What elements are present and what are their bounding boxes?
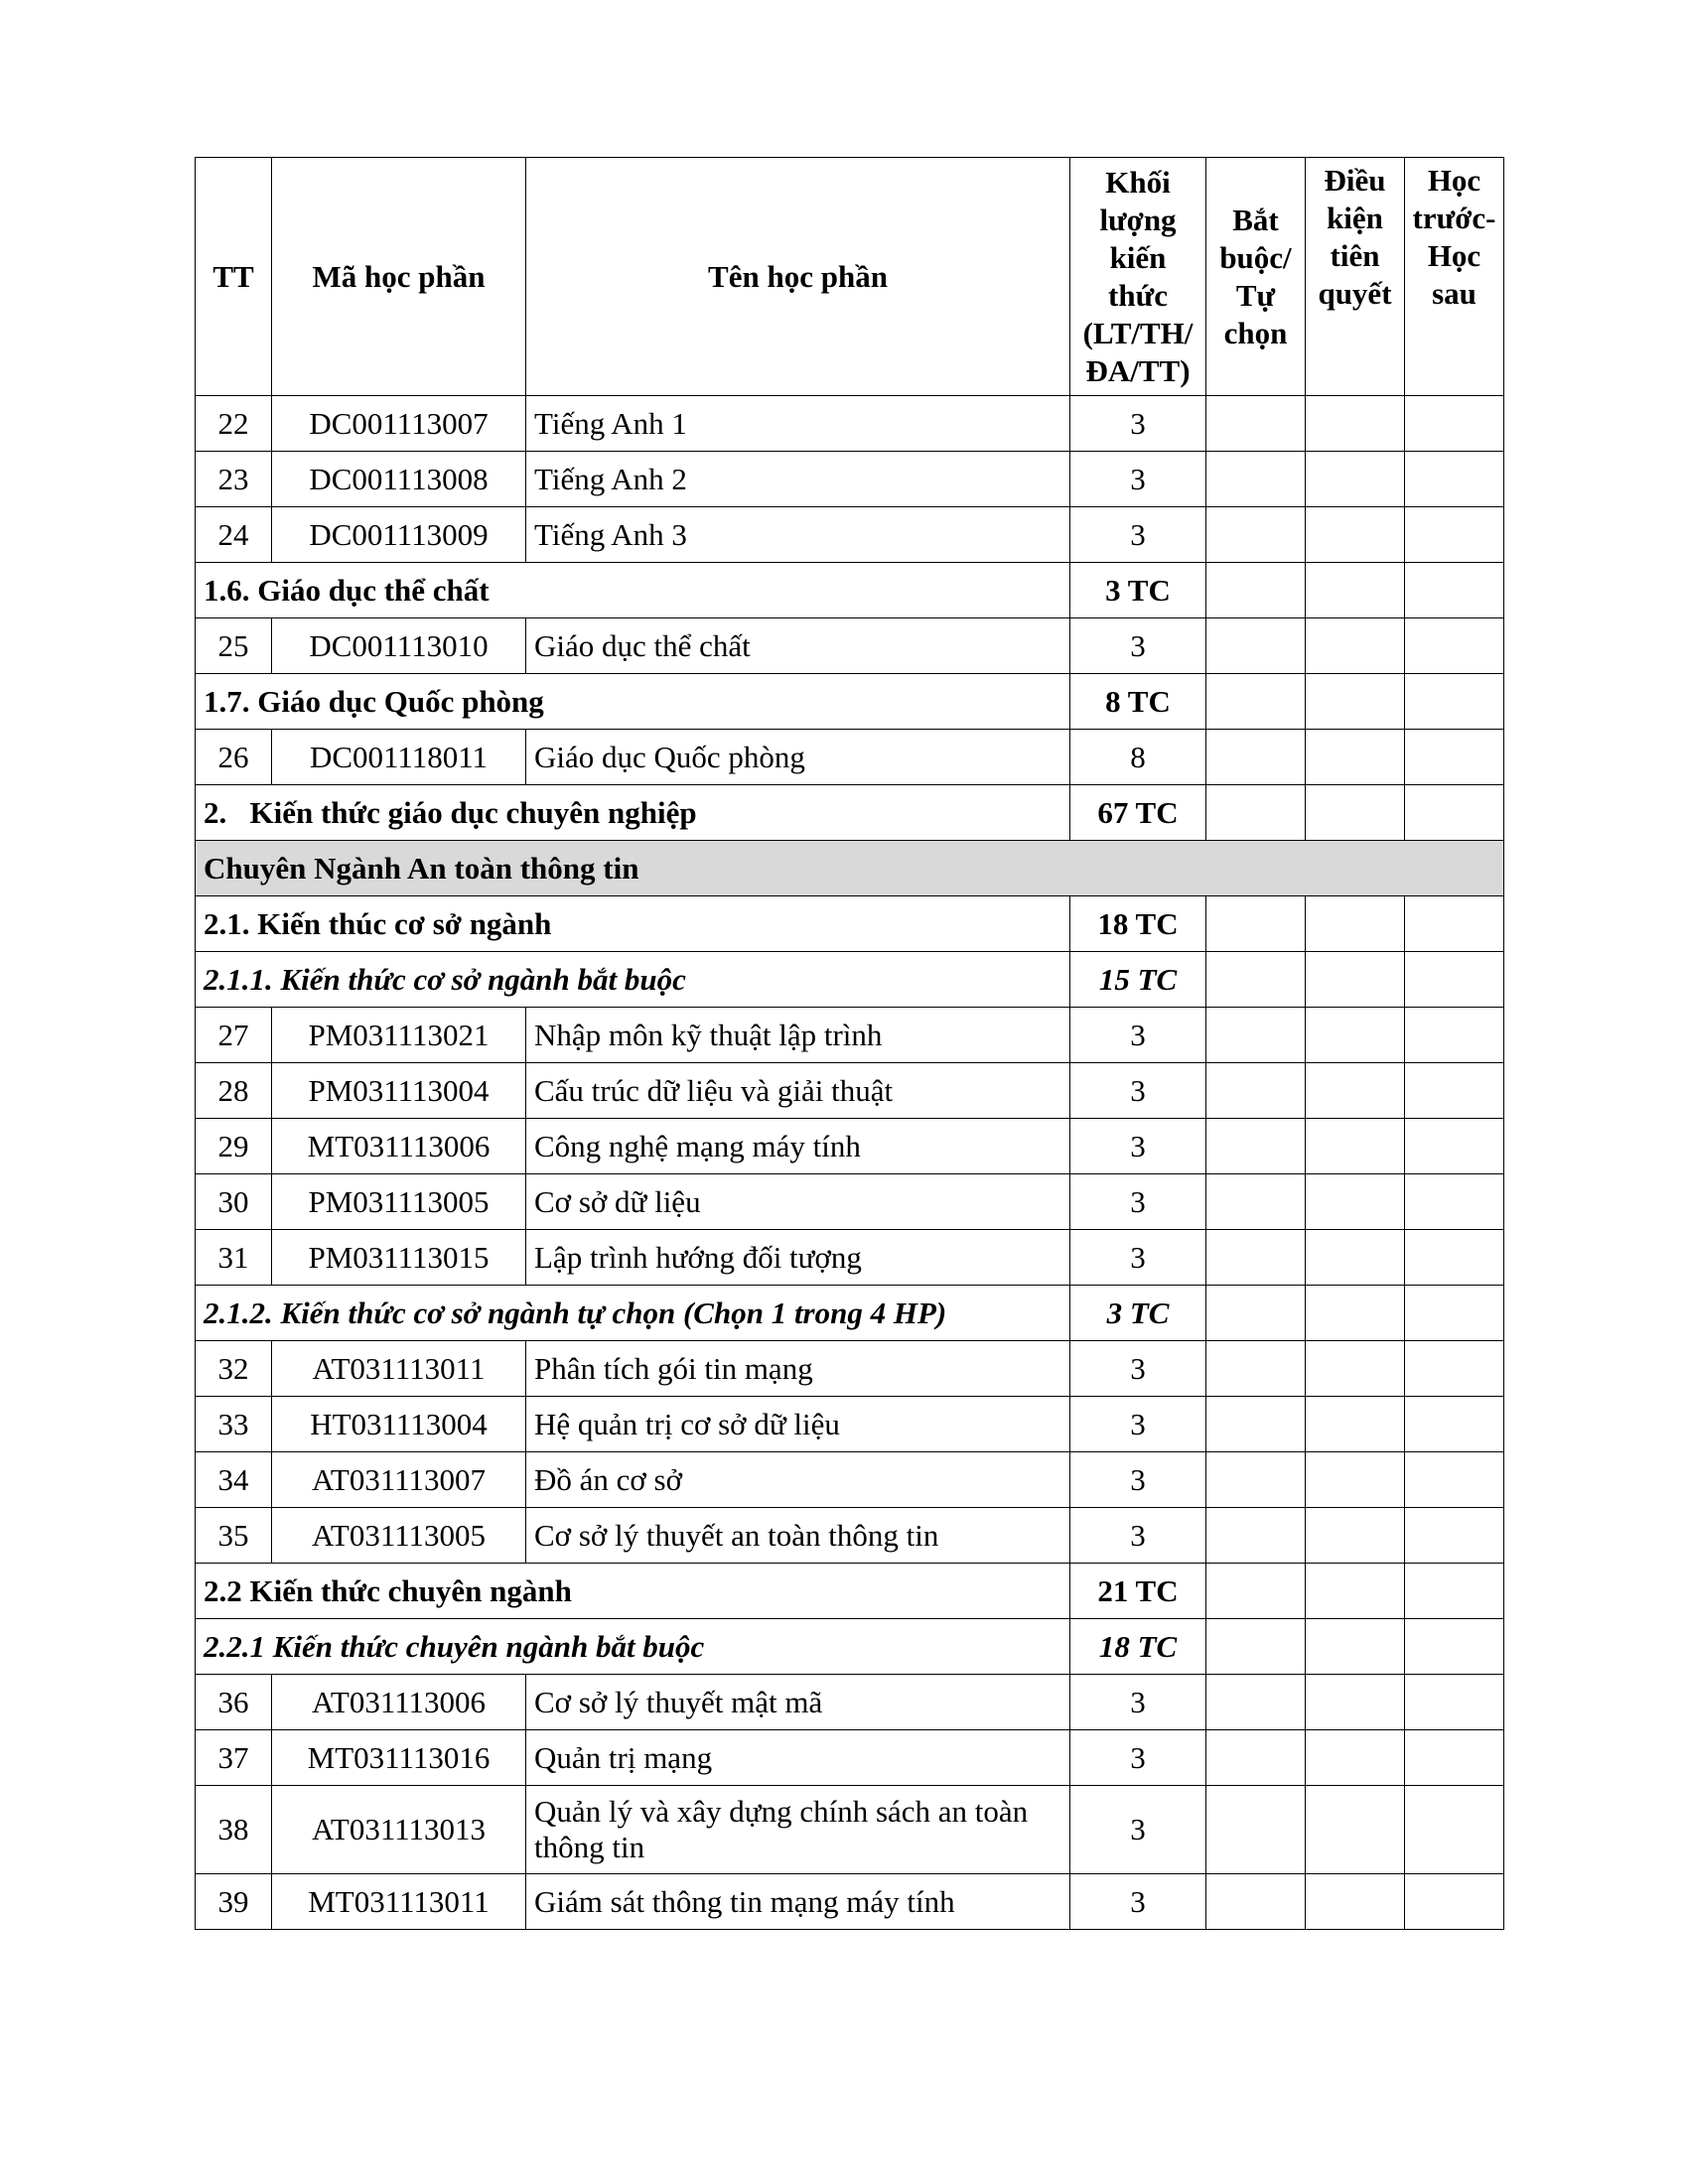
section-row-2-2: 2.2 Kiến thức chuyên ngành 21 TC bbox=[196, 1564, 1504, 1619]
col-header-tt: TT bbox=[196, 158, 272, 396]
table-row: 38 AT031113013 Quản lý và xây dựng chính sách an toàn thông tin 3 bbox=[196, 1786, 1504, 1874]
section-row-2-2-1: 2.2.1 Kiến thức chuyên ngành bắt buộc 18 TC bbox=[196, 1619, 1504, 1675]
table-row: 22 DC001113007 Tiếng Anh 1 3 bbox=[196, 396, 1504, 452]
table-row: 35 AT031113005 Cơ sở lý thuyết an toàn thông tin 3 bbox=[196, 1508, 1504, 1564]
section-row-1-7: 1.7. Giáo dục Quốc phòng 8 TC bbox=[196, 674, 1504, 730]
col-header-required: Bắt buộc/ Tự chọn bbox=[1206, 158, 1306, 396]
table-row: 34 AT031113007 Đồ án cơ sở 3 bbox=[196, 1452, 1504, 1508]
table-row: 30 PM031113005 Cơ sở dữ liệu 3 bbox=[196, 1174, 1504, 1230]
table-row: 27 PM031113021 Nhập môn kỹ thuật lập trình 3 bbox=[196, 1008, 1504, 1063]
curriculum-table bbox=[195, 157, 1504, 1930]
table-row: 26 DC001118011 Giáo dục Quốc phòng 8 bbox=[196, 730, 1504, 785]
col-header-prerequisite: Điều kiện tiên quyết bbox=[1306, 158, 1405, 396]
section-row-1-6: 1.6. Giáo dục thể chất 3 TC bbox=[196, 563, 1504, 618]
table-row: 33 HT031113004 Hệ quản trị cơ sở dữ liệu 3 bbox=[196, 1397, 1504, 1452]
section-row-2: 2. Kiến thức giáo dục chuyên nghiệp 67 TC bbox=[196, 785, 1504, 841]
col-header-code: Mã học phần bbox=[272, 158, 526, 396]
table-row: 39 MT031113011 Giám sát thông tin mạng máy tính 3 bbox=[196, 1874, 1504, 1930]
table-row: 24 DC001113009 Tiếng Anh 3 3 bbox=[196, 507, 1504, 563]
section-row-2-1: 2.1. Kiến thúc cơ sở ngành 18 TC bbox=[196, 896, 1504, 952]
table-row: 29 MT031113006 Công nghệ mạng máy tính 3 bbox=[196, 1119, 1504, 1174]
table-row: 37 MT031113016 Quản trị mạng 3 bbox=[196, 1730, 1504, 1786]
section-row-2-1-1: 2.1.1. Kiến thức cơ sở ngành bắt buộc 15 TC bbox=[196, 952, 1504, 1008]
section-row-2-1-2: 2.1.2. Kiến thức cơ sở ngành tự chọn (Chọn 1 trong 4 HP) 3 TC bbox=[196, 1286, 1504, 1341]
table-row: 25 DC001113010 Giáo dục thể chất 3 bbox=[196, 618, 1504, 674]
specialization-row: Chuyên Ngành An toàn thông tin bbox=[196, 841, 1504, 896]
col-header-credits: Khối lượng kiến thức (LT/TH/ ĐA/TT) bbox=[1070, 158, 1206, 396]
header-row bbox=[196, 158, 1504, 396]
table-row: 31 PM031113015 Lập trình hướng đối tượng 3 bbox=[196, 1230, 1504, 1286]
table-row: 36 AT031113006 Cơ sở lý thuyết mật mã 3 bbox=[196, 1675, 1504, 1730]
table-row: 32 AT031113011 Phân tích gói tin mạng 3 bbox=[196, 1341, 1504, 1397]
table-row: 23 DC001113008 Tiếng Anh 2 3 bbox=[196, 452, 1504, 507]
table-row: 28 PM031113004 Cấu trúc dữ liệu và giải thuật 3 bbox=[196, 1063, 1504, 1119]
col-header-order: Học trước- Học sau bbox=[1405, 158, 1504, 396]
col-header-name: Tên học phần bbox=[526, 158, 1070, 396]
